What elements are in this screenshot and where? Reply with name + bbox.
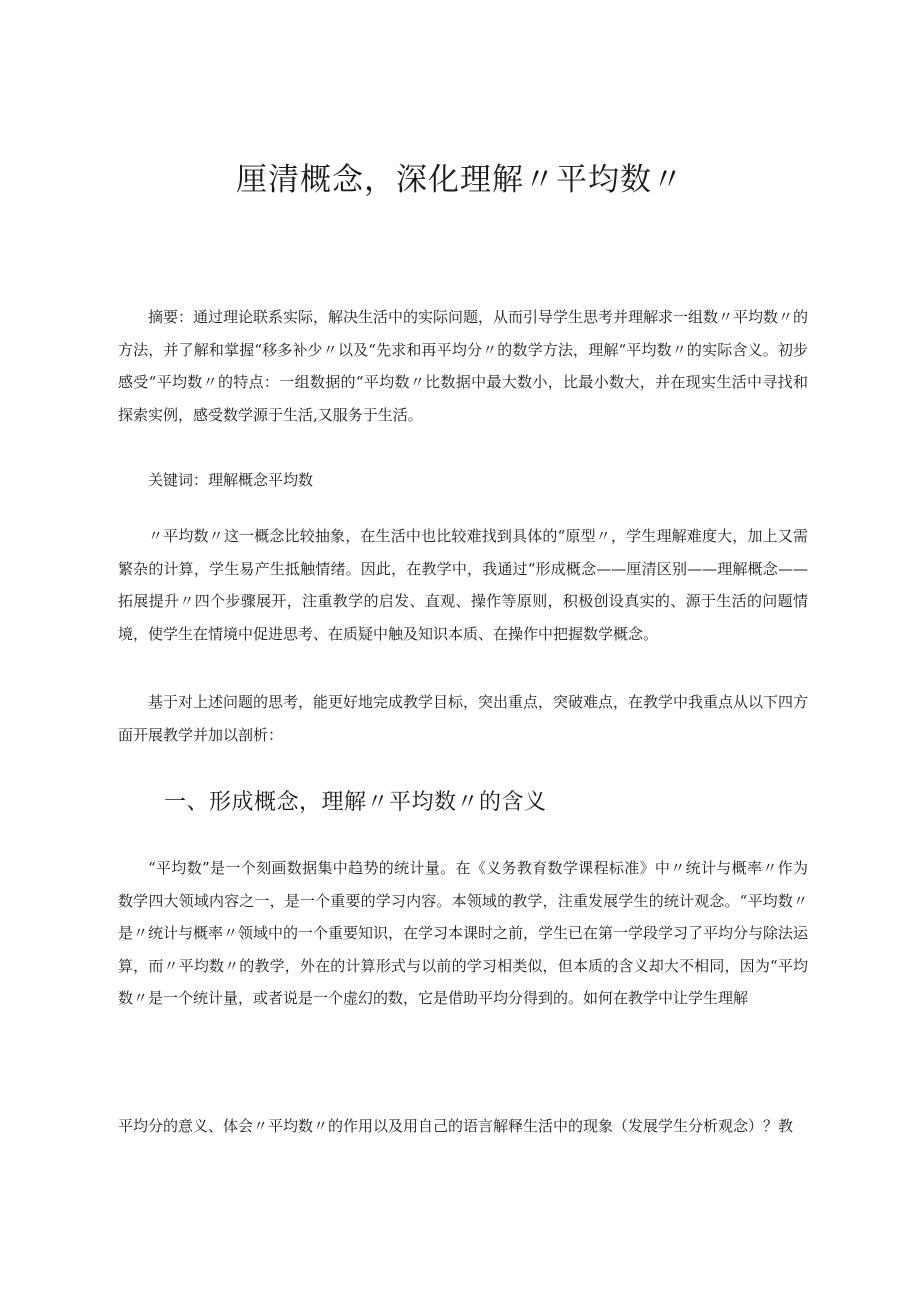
- section-1-paragraph: “平均数”是一个刻画数据集中趋势的统计量。在《义务教育数学课程标准》中〃统计与概率〃作为数学四大领域内容之一，是一个重要的学习内容。本领域的教学，注重发展学生的统计观念。“平均数〃是〃统计与概率〃领域中的一个重要知识，在学习本课时之前，学生已在第一学段学习了平均分与除法运算，而〃平均数〃的教学，外在的计算形式与以前的学习相类似，但本质的含义却大不相同，因为“平均数〃是一个统计量，或者说是一个虚幻的数，它是借助平均分得到的。如何在教学中让学生理解: [118, 859, 809, 1007]
- continuation-line: 平均分的意义、体会〃平均数〃的作用以及用自己的语言解释生活中的现象（发展学生分析观念）？教: [118, 1117, 794, 1135]
- plan-paragraph: 基于对上述问题的思考，能更好地完成教学目标，突出重点，突破难点，在教学中我重点从以下四方面开展教学并加以剖析：: [118, 693, 809, 744]
- intro-paragraph: 〃平均数〃这一概念比较抽象，在生活中也比较难找到具体的“原型〃，学生理解难度大，加上又需繁杂的计算，学生易产生抵触情绪。因此，在教学中，我通过“形成概念——厘清区别——理解概念——拓展提升〃四个步骤展开，注重教学的启发、直观、操作等原则，积极创设真实的、源于生活的问题情境，使学生在情境中促进思考、在质疑中触及知识本质、在操作中把握数学概念。: [118, 527, 808, 643]
- keywords-line: 关键词：理解概念平均数: [148, 471, 314, 489]
- document-title: 厘清概念，深化理解〃平均数〃: [236, 162, 684, 198]
- abstract-paragraph: 摘要：通过理论联系实际，解决生活中的实际问题，从而引导学生思考并理解求一组数〃平均数〃的方法，并了解和掌握“移多补少〃以及“先求和再平均分〃的数学方法，理解“平均数〃的实际含义。初步感受“平均数〃的特点：一组数据的“平均数〃比数据中最大数小，比最小数大，并在现实生活中寻找和探索实例，感受数学源于生活,又服务于生活。: [118, 308, 809, 424]
- section-1-heading: 一、形成概念，理解〃平均数〃的含义: [164, 790, 547, 815]
